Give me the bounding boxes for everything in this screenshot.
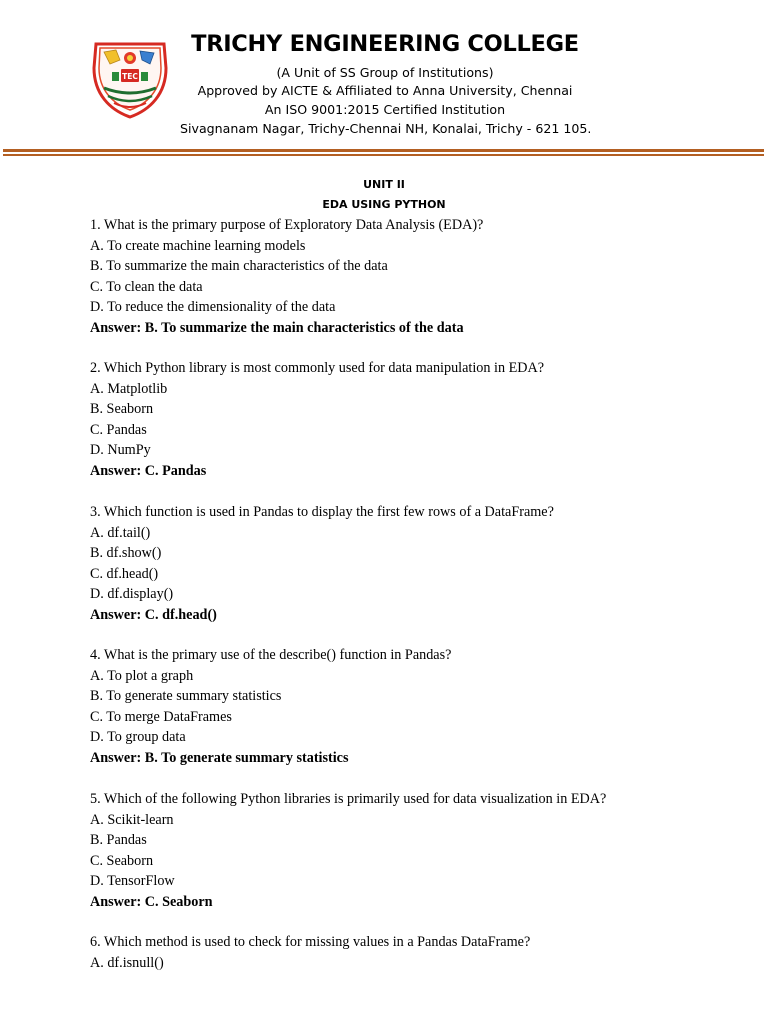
- unit-heading: UNIT II: [363, 178, 405, 191]
- question-text: 2. Which Python library is most commonly used for data manipulation in EDA?: [90, 360, 545, 376]
- question-text: 4. What is the primary use of the describe() function in Pandas?: [90, 647, 452, 663]
- option-a: A. df.isnull(): [90, 954, 164, 971]
- option-b: B. To generate summary statistics: [90, 688, 282, 704]
- option-d: D. To group data: [90, 729, 186, 745]
- question-block-4: [90, 645, 750, 768]
- option-c: C. To merge DataFrames: [90, 708, 232, 725]
- option-d: D. To reduce the dimensionality of the data: [90, 299, 336, 315]
- option-a: A. To create machine learning models: [90, 237, 306, 254]
- answer-text: Answer: B. To summarize the main characteristics of the data: [90, 319, 464, 336]
- answer-text: Answer: C. Pandas: [90, 462, 207, 479]
- option-b: B. Seaborn: [90, 401, 154, 417]
- option-b: B. To summarize the main characteristics of the data: [90, 258, 388, 274]
- option-c: C. To clean the data: [90, 278, 203, 295]
- question-text: 1. What is the primary purpose of Exploratory Data Analysis (EDA)?: [90, 217, 484, 233]
- question-block-6: [90, 932, 750, 973]
- address-text: Sivagnanam Nagar, Trichy-Chennai NH, Konalai, Trichy - 621 105.: [180, 121, 592, 136]
- answer-text: Answer: C. Seaborn: [90, 893, 213, 910]
- question-text: 6. Which method is used to check for missing values in a Pandas DataFrame?: [90, 934, 531, 950]
- option-a: A. df.tail(): [90, 524, 151, 541]
- option-d: D. TensorFlow: [90, 873, 175, 889]
- option-b: B. Pandas: [90, 832, 147, 848]
- college-subtitle: (A Unit of SS Group of Institutions): [276, 65, 494, 80]
- question-text: 3. Which function is used in Pandas to display the first few rows of a DataFrame?: [90, 504, 554, 520]
- college-name: TRICHY ENGINEERING COLLEGE: [191, 31, 579, 57]
- option-d: D. df.display(): [90, 586, 174, 602]
- topic-heading: EDA USING PYTHON: [322, 198, 446, 211]
- header-divider-thin: [3, 154, 764, 156]
- college-logo: [90, 38, 170, 120]
- option-c: C. df.head(): [90, 565, 159, 582]
- option-a: A. Scikit-learn: [90, 811, 174, 828]
- answer-text: Answer: B. To generate summary statistics: [90, 749, 349, 766]
- question-block-5: [90, 789, 750, 912]
- option-d: D. NumPy: [90, 442, 151, 458]
- option-a: A. Matplotlib: [90, 380, 168, 397]
- college-crest-icon: [90, 38, 170, 120]
- header-divider-thick: [3, 149, 764, 152]
- question-block-1: [90, 215, 750, 338]
- question-block-2: [90, 358, 750, 481]
- option-c: C. Pandas: [90, 421, 147, 438]
- question-text: 5. Which of the following Python libraries is primarily used for data visualization in EDA?: [90, 791, 607, 807]
- option-c: C. Seaborn: [90, 852, 154, 869]
- certification-text: An ISO 9001:2015 Certified Institution: [264, 102, 506, 117]
- option-b: B. df.show(): [90, 545, 162, 561]
- logo-badge-text: TEC: [122, 72, 138, 81]
- answer-text: Answer: C. df.head(): [90, 606, 217, 623]
- option-a: A. To plot a graph: [90, 667, 194, 684]
- question-block-3: [90, 502, 750, 625]
- approval-text: Approved by AICTE & Affiliated to Anna University, Chennai: [197, 83, 573, 98]
